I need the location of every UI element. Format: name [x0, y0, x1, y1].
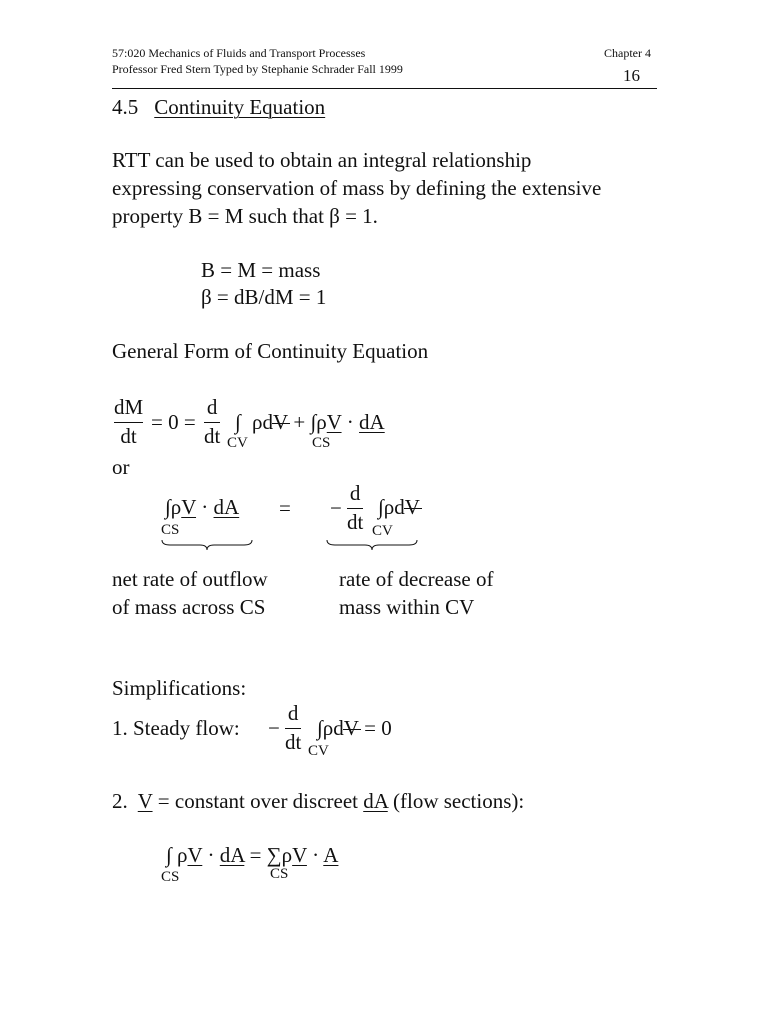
chapter-label: Chapter 4	[604, 46, 651, 60]
eq1-volume-term: ρdV + ∫ρV · dA	[252, 410, 385, 434]
steady-flow-minus: −	[268, 716, 280, 740]
intro-line-3: property B = M such that β = 1.	[112, 204, 378, 228]
simplifications-heading: Simplifications:	[112, 676, 247, 700]
steady-flow-d-dt: d dt	[285, 701, 302, 754]
right-brace	[325, 538, 420, 552]
or-label: or	[112, 455, 130, 479]
eq2-equals: =	[279, 496, 291, 520]
section-title: Continuity Equation	[154, 95, 326, 119]
intro-line-1: RTT can be used to obtain an integral relationship	[112, 148, 532, 172]
steady-flow-cv-subscript: CV	[308, 743, 329, 759]
eq1-equals-zero: = 0 =	[151, 410, 196, 434]
eq2-rhs: ∫ρdV	[378, 495, 420, 519]
simplification-constant-velocity: 2. V = constant over discreet dA (flow sections):	[112, 789, 525, 813]
eq3-cs-subscript-sum: CS	[270, 866, 289, 882]
eq1-cs-subscript: CS	[312, 435, 331, 451]
section-heading	[112, 97, 325, 118]
general-form-heading: General Form of Continuity Equation	[112, 339, 429, 363]
eq1-integral-cv: ∫	[235, 410, 241, 434]
eq2-lhs: ∫ρV · dA	[165, 495, 240, 519]
label-net-outflow-2: of mass across CS	[112, 595, 266, 619]
label-rate-decrease-1: rate of decrease of	[339, 567, 494, 591]
left-brace	[160, 538, 255, 552]
eq3-body: ∫ ρV · dA = ∑ρV · A	[166, 843, 339, 867]
eq2-d-dt: d dt	[347, 481, 364, 534]
header-rule	[112, 88, 657, 89]
label-rate-decrease-2: mass within CV	[339, 595, 475, 619]
eq1-cv-subscript: CV	[227, 435, 248, 451]
eq1-lhs-fraction: dM dt	[114, 395, 144, 448]
def-b-equals-m: B = M = mass	[201, 258, 321, 282]
label-net-outflow-1: net rate of outflow	[112, 567, 268, 591]
section-number: 4.5	[112, 95, 139, 119]
course-title: 57:020 Mechanics of Fluids and Transport Processes	[112, 46, 366, 60]
intro-line-2: expressing conservation of mass by defining the extensive	[112, 176, 602, 200]
def-beta: β = dB/dM = 1	[201, 285, 327, 309]
authors-line: Professor Fred Stern Typed by Stephanie Schrader Fall 1999	[112, 62, 403, 76]
eq1-d-dt: d dt	[204, 395, 221, 448]
eq3-cs-subscript-integral: CS	[161, 869, 180, 885]
eq2-minus: −	[330, 496, 342, 520]
page-number: 16	[623, 66, 640, 85]
eq2-cs-subscript: CS	[161, 522, 180, 538]
eq2-cv-subscript: CV	[372, 523, 393, 539]
steady-flow-label: 1. Steady flow:	[112, 716, 240, 740]
steady-flow-integral: ∫ρdV = 0	[317, 716, 392, 740]
